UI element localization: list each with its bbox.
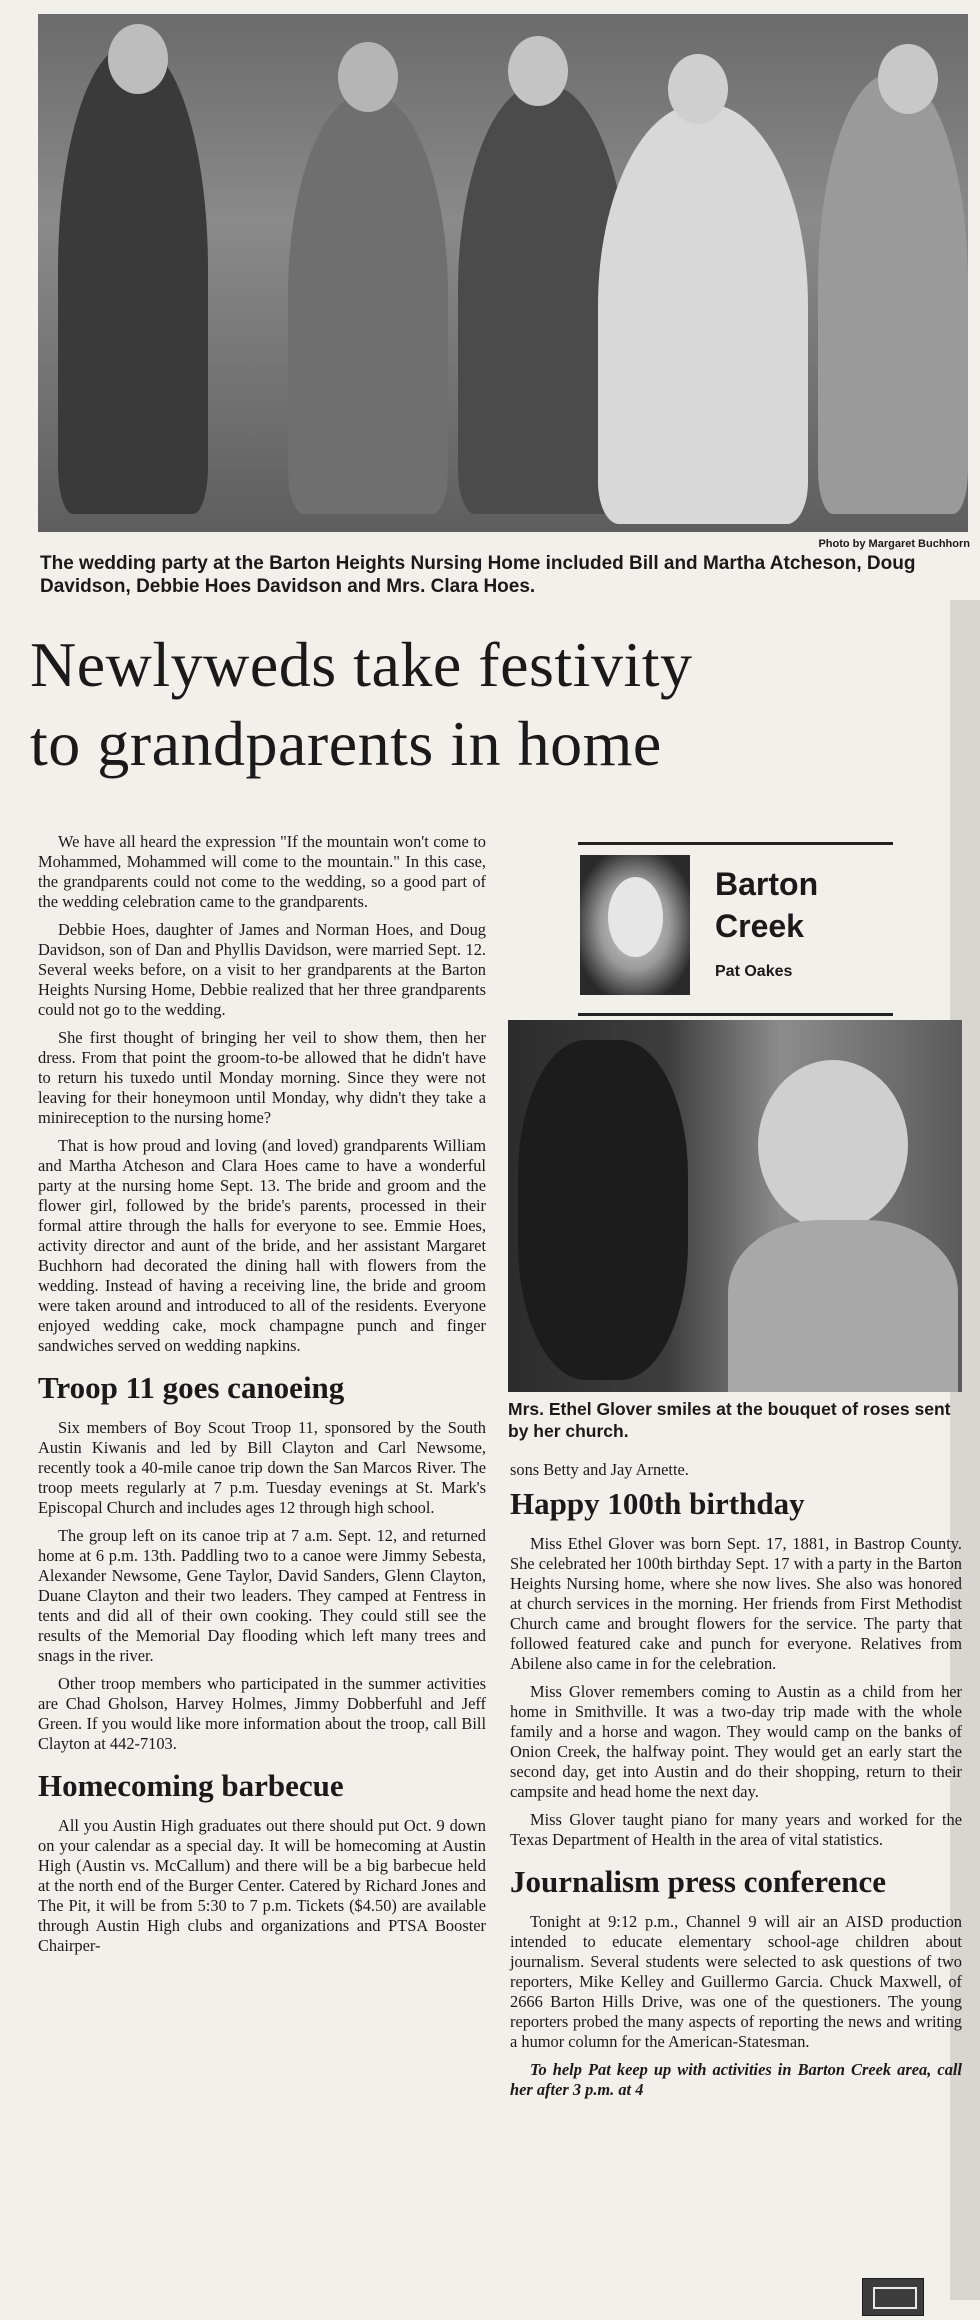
wedding-party-photo: [38, 14, 968, 532]
paragraph: Miss Ethel Glover was born Sept. 17, 1881, in Bastrop County. She celebrated her 100th birthday Sept. 17 with a party in the Barton Heights Nursing home, where she now lives. She also was honored at church services in the morning. Her friends from First Methodist Church came and brought flowers for the service. The party that followed featured cake and punch for everyone. Relatives from Abilene also came in for the celebration.: [510, 1534, 962, 1673]
paragraph: Miss Glover remembers coming to Austin as a child from her home in Smithville. It was a two-day trip made with the whole family and a horse and wagon. They would camp on the banks of Onion Creek, the halfway point. They would get an early start the second day, get into Austin and do their shopping, return to their campsite and head home the next day.: [510, 1682, 962, 1801]
paragraph: That is how proud and loving (and loved) grandparents William and Martha Atcheson and Clara Hoes came to have a wonderful party at the nursing home Sept. 13. The bride and groom and the flower girl, followed by the bride's parents, processed in their formal attire through the halls for everyone to see. Emmie Hoes, activity director and aunt of the bride, and her assistant Margaret Buchhorn had decorated the dining hall with flowers from the wedding. Instead of having a receiving line, the bride and groom were taken around and introduced to all of the residents. Everyone enjoyed wedding cake, mock champagne punch and finger sandwiches served on wedding napkins.: [38, 1136, 486, 1355]
left-column: [38, 832, 486, 1964]
paragraph: Other troop members who participated in the summer activities are Chad Gholson, Harvey Holmes, Jimmy Dobberfuhl and Jeff Green. If you would like more information about the troop, call Bill Clayton at 442-7103.: [38, 1674, 486, 1753]
troop-headline: Troop 11 goes canoeing: [38, 1370, 345, 1405]
paragraph: Miss Glover taught piano for many years and worked for the Texas Department of Health in the area of vital statistics.: [510, 1810, 962, 1849]
paragraph: We have all heard the expression "If the mountain won't come to Mohammed, Mohammed will come to the mountain." In this case, the grandparents could not come to the wedding, so a good part of the wedding celebration came to the grandparents.: [38, 832, 486, 911]
photo-credit: Photo by Margaret Buchhorn: [818, 538, 970, 550]
columnist-portrait: [580, 855, 690, 995]
headline-line-2: to grandparents in home: [30, 708, 662, 779]
paragraph: The group left on its canoe trip at 7 a.m. Sept. 12, and returned home at 6 p.m. 13th. Paddling two to a canoe were Jimmy Sebesta, Alexander Newsome, Gene Taylor, David Sanders, Glenn Clayton, Duane Clayton and their two leaders. They camped at Fentress in tents and did all of their own cooking. They could still see the results of the Memorial Day flooding which left many trees and snags in the river.: [38, 1526, 486, 1665]
continued-line: sons Betty and Jay Arnette.: [510, 1460, 689, 1479]
paragraph: Tonight at 9:12 p.m., Channel 9 will air an AISD production intended to educate elementary school-age children about journalism. Several students were selected to ask questions of two reporters, Mike Kelley and Guillermo Garcia. Chuck Maxwell, of 2666 Barton Hills Drive, was one of the questioners. The young reporters probed the many aspects of reporting the news and writing a humor column for the American-Statesman.: [510, 1912, 962, 2051]
paragraph: All you Austin High graduates out there should put Oct. 9 down on your calendar as a special day. It will be homecoming at Austin High (Austin vs. McCallum) and there will be a big barbecue held at the north end of the Burger Center. Catered by Richard Jones and The Pit, it will be from 5:30 to 7 p.m. Tickets ($4.50) are available through Austin High clubs and organizations and PTSA Booster Chairper-: [38, 1816, 486, 1955]
birthday-headline: Happy 100th birthday: [510, 1486, 805, 1521]
ethel-glover-photo: [508, 1020, 962, 1392]
column-title-line-1: Barton: [715, 866, 819, 902]
headline-line-1: Newlyweds take festivity: [30, 629, 693, 700]
column-title: [715, 863, 818, 947]
column-header-box: [578, 842, 893, 1016]
film-icon[interactable]: [862, 2278, 924, 2316]
paragraph: She first thought of bringing her veil to show them, then her dress. From that point the groom-to-be allowed that he didn't have to return his tuxedo until Monday morning. Since they were not leaving for their honeymoon until Monday, why didn't they take a minireception to the nursing home?: [38, 1028, 486, 1127]
headline: [30, 625, 930, 783]
photo-caption-top: The wedding party at the Barton Heights Nursing Home included Bill and Martha Atcheson, Doug Davidson, Debbie Hoes Davidson and Mrs. Clara Hoes.: [40, 553, 916, 597]
column-title-line-2: Creek: [715, 908, 804, 944]
tagline: To help Pat keep up with activities in Barton Creek area, call her after 3 p.m. at 4: [510, 2060, 962, 2099]
paragraph: Debbie Hoes, daughter of James and Norman Hoes, and Doug Davidson, son of Dan and Phyllis Davidson, were married Sept. 12. Several weeks before, on a visit to her grandparents at the Barton Heights Nursing Home, Debbie realized that her three grandparents could not go to the wedding.: [38, 920, 486, 1019]
photo-caption-mid: Mrs. Ethel Glover smiles at the bouquet of roses sent by her church.: [508, 1399, 951, 1441]
paragraph: Six members of Boy Scout Troop 11, sponsored by the South Austin Kiwanis and led by Bill Clayton and Carl Newsome, recently took a 40-mile canoe trip down the San Marcos River. The troop meets regularly at 7 p.m. Tuesday evenings at St. Mark's Episcopal Church and includes ages 12 through high school.: [38, 1418, 486, 1517]
homecoming-headline: Homecoming barbecue: [38, 1768, 344, 1803]
journalism-headline: Journalism press conference: [510, 1864, 886, 1899]
columnist-name: Pat Oakes: [715, 963, 793, 980]
right-column: [510, 1460, 962, 2108]
